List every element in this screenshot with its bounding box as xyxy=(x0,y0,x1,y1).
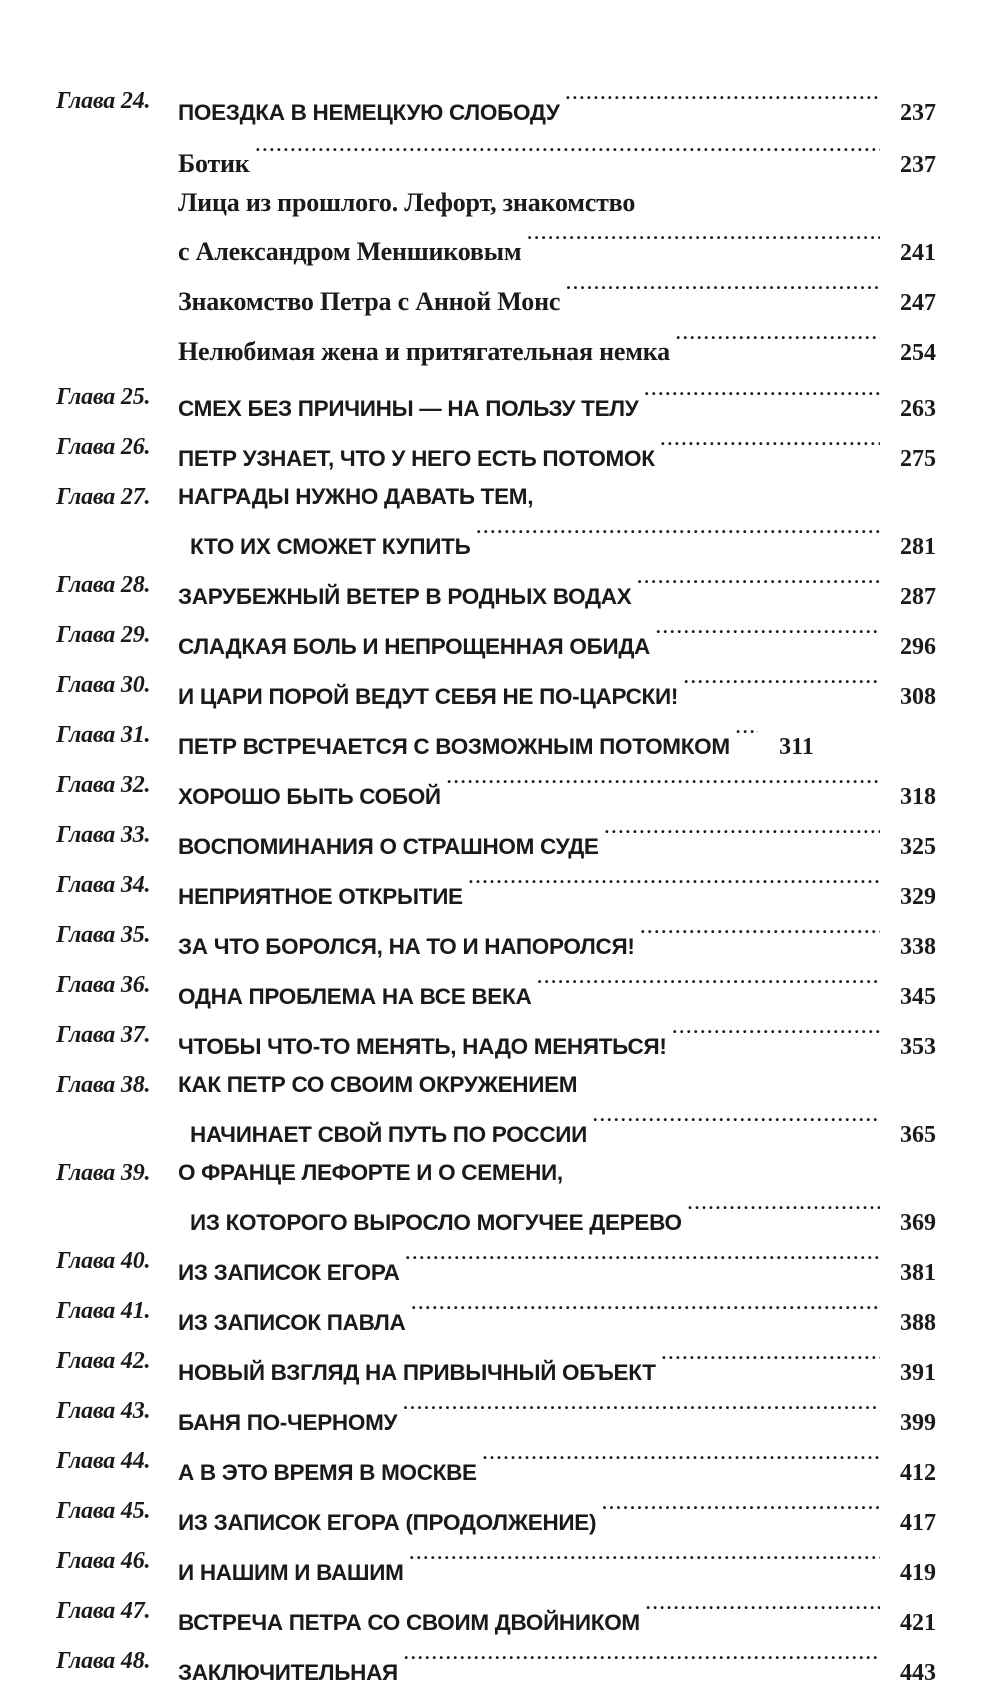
page-number: 345 xyxy=(900,984,936,1010)
section-line xyxy=(178,222,936,272)
chapter-title: ИЗ ЗАПИСОК ЕГОРА xyxy=(178,1260,400,1285)
page-number: 381 xyxy=(900,1260,936,1286)
dot-leader xyxy=(684,666,880,704)
chapter-label: Глава 47. xyxy=(56,1598,151,1624)
page-number: 237 xyxy=(900,152,936,178)
page-number: 329 xyxy=(900,884,936,910)
chapter-label: Глава 30. xyxy=(56,672,151,698)
chapter-line xyxy=(178,428,936,478)
chapter-line xyxy=(178,916,936,966)
dot-leader xyxy=(673,1016,880,1054)
dot-leader xyxy=(637,566,880,604)
chapter-title: ПЕТР УЗНАЕТ, ЧТО У НЕГО ЕСТЬ ПОТОМОК xyxy=(178,446,655,471)
chapter-line xyxy=(178,1292,936,1342)
dot-leader xyxy=(646,1592,880,1630)
dot-leader xyxy=(256,134,880,172)
chapter-title-line1: НАГРАДЫ НУЖНО ДАВАТЬ ТЕМ, xyxy=(178,484,534,509)
toc-entry-46 xyxy=(56,1542,936,1592)
chapter-label: Глава 37. xyxy=(56,1022,151,1048)
dot-leader xyxy=(736,716,758,754)
toc-entry-34 xyxy=(56,866,936,916)
section-line xyxy=(178,322,936,372)
toc-entry-48 xyxy=(56,1642,936,1692)
toc-entry-43 xyxy=(56,1392,936,1442)
page-number: 311 xyxy=(779,734,814,760)
toc-entry-25 xyxy=(56,378,936,428)
toc-entry-29 xyxy=(56,616,936,666)
dot-leader xyxy=(411,1292,880,1330)
chapter-label: Глава 26. xyxy=(56,434,151,460)
chapter-line xyxy=(178,616,936,666)
page-number: 421 xyxy=(900,1610,936,1636)
chapter-title: НЕПРИЯТНОЕ ОТКРЫТИЕ xyxy=(178,884,463,909)
chapter-label: Глава 48. xyxy=(56,1648,151,1674)
section-title: Нелюбимая жена и притягательная немка xyxy=(178,337,670,366)
dot-leader xyxy=(406,1242,880,1280)
chapter-label: Глава 31. xyxy=(56,722,151,748)
chapter-title-line2: ИЗ КОТОРОГО ВЫРОСЛО МОГУЧЕЕ ДЕРЕВО xyxy=(190,1210,682,1235)
chapter-line xyxy=(178,716,936,766)
chapter-line xyxy=(178,566,936,616)
dot-leader xyxy=(676,322,880,360)
chapter-line xyxy=(178,82,936,132)
toc-entry-44 xyxy=(56,1442,936,1492)
page-number: 412 xyxy=(900,1460,936,1486)
chapter-label: Глава 44. xyxy=(56,1448,151,1474)
toc-entry-41 xyxy=(56,1292,936,1342)
page-number: 241 xyxy=(900,240,936,266)
table-of-contents xyxy=(56,82,936,1692)
toc-entry-24 xyxy=(56,82,936,132)
toc-entry-27 xyxy=(56,478,936,566)
toc-entry-39 xyxy=(56,1154,936,1242)
dot-leader xyxy=(644,378,880,416)
chapter-label: Глава 34. xyxy=(56,872,151,898)
chapter-label: Глава 36. xyxy=(56,972,151,998)
toc-entry-38 xyxy=(56,1066,936,1154)
chapter-line xyxy=(178,1442,936,1492)
page-number: 338 xyxy=(900,934,936,960)
chapter-title: ХОРОШО БЫТЬ СОБОЙ xyxy=(178,784,441,809)
page-number: 369 xyxy=(900,1210,936,1236)
chapter-line xyxy=(178,1104,936,1154)
page-number: 275 xyxy=(900,446,936,472)
chapter-label: Глава 42. xyxy=(56,1348,151,1374)
dot-leader xyxy=(537,966,880,1004)
chapter-label: Глава 28. xyxy=(56,572,151,598)
chapter-line xyxy=(178,1592,936,1642)
page-number: 318 xyxy=(900,784,936,810)
toc-entry-31 xyxy=(56,716,936,766)
chapter-line xyxy=(178,1016,936,1066)
toc-entry-32 xyxy=(56,766,936,816)
chapter-title: СМЕХ БЕЗ ПРИЧИНЫ — НА ПОЛЬЗУ ТЕЛУ xyxy=(178,396,639,421)
chapter-line xyxy=(178,1392,936,1442)
chapter-line xyxy=(178,966,936,1016)
chapter-label: Глава 41. xyxy=(56,1298,151,1324)
chapter-title: И ЦАРИ ПОРОЙ ВЕДУТ СЕБЯ НЕ ПО-ЦАРСКИ! xyxy=(178,684,679,709)
chapter-label: Глава 33. xyxy=(56,822,151,848)
page-number: 399 xyxy=(900,1410,936,1436)
page-number: 254 xyxy=(900,340,936,366)
chapter-title-line1: О ФРАНЦЕ ЛЕФОРТЕ И О СЕМЕНИ, xyxy=(178,1160,563,1185)
chapter-line xyxy=(178,478,936,516)
dot-leader xyxy=(403,1392,880,1430)
dot-leader xyxy=(410,1542,880,1580)
chapter-title-line1: КАК ПЕТР СО СВОИМ ОКРУЖЕНИЕМ xyxy=(178,1072,578,1097)
dot-leader xyxy=(662,1342,880,1380)
chapter-title: ОДНА ПРОБЛЕМА НА ВСЕ ВЕКА xyxy=(178,984,532,1009)
chapter-line xyxy=(178,866,936,916)
page-number: 281 xyxy=(900,534,936,560)
page-number: 443 xyxy=(900,1660,936,1686)
toc-entry-33 xyxy=(56,816,936,866)
chapter-title-line2: НАЧИНАЕТ СВОЙ ПУТЬ ПО РОССИИ xyxy=(190,1122,588,1147)
dot-leader xyxy=(527,222,880,260)
chapter-label: Глава 46. xyxy=(56,1548,151,1574)
chapter-line xyxy=(178,816,936,866)
page-number: 247 xyxy=(900,290,936,316)
toc-entry-26 xyxy=(56,428,936,478)
chapter-title: ВОСПОМИНАНИЯ О СТРАШНОМ СУДЕ xyxy=(178,834,599,859)
dot-leader xyxy=(404,1642,880,1680)
dot-leader xyxy=(641,916,880,954)
chapter-line xyxy=(178,666,936,716)
toc-entry-40 xyxy=(56,1242,936,1292)
section-title-line2: с Александром Меншиковым xyxy=(178,237,522,266)
chapter-title: И НАШИМ И ВАШИМ xyxy=(178,1560,404,1585)
chapter-label: Глава 38. xyxy=(56,1072,151,1098)
toc-entry-35 xyxy=(56,916,936,966)
page-number: 325 xyxy=(900,834,936,860)
dot-leader xyxy=(447,766,880,804)
page-number: 388 xyxy=(900,1310,936,1336)
chapter-label: Глава 40. xyxy=(56,1248,151,1274)
chapter-line xyxy=(178,766,936,816)
dot-leader xyxy=(688,1192,880,1230)
chapter-line xyxy=(178,1192,936,1242)
chapter-title: ЗА ЧТО БОРОЛСЯ, НА ТО И НАПОРОЛСЯ! xyxy=(178,934,635,959)
toc-entry-42 xyxy=(56,1342,936,1392)
section-title: Знакомство Петра с Анной Монс xyxy=(178,287,561,316)
chapter-line xyxy=(178,1642,936,1692)
section-title-line1: Лица из прошлого. Лефорт, знакомство xyxy=(178,188,636,217)
chapter-label: Глава 43. xyxy=(56,1398,151,1424)
chapter-line xyxy=(178,516,936,566)
chapter-title: ЗАРУБЕЖНЫЙ ВЕТЕР В РОДНЫХ ВОДАХ xyxy=(178,584,632,609)
dot-leader xyxy=(476,516,880,554)
chapter-line xyxy=(178,1492,936,1542)
page-number: 391 xyxy=(900,1360,936,1386)
dot-leader xyxy=(469,866,880,904)
page-number: 417 xyxy=(900,1510,936,1536)
toc-entry-30 xyxy=(56,666,936,716)
chapter-title: ИЗ ЗАПИСОК ЕГОРА (ПРОДОЛЖЕНИЕ) xyxy=(178,1510,597,1535)
chapter-title: ПОЕЗДКА В НЕМЕЦКУЮ СЛОБОДУ xyxy=(178,100,560,125)
toc-entry-37 xyxy=(56,1016,936,1066)
dot-leader xyxy=(661,428,880,466)
dot-leader xyxy=(605,816,880,854)
page-number: 296 xyxy=(900,634,936,660)
page-number: 237 xyxy=(900,100,936,126)
chapter-label: Глава 35. xyxy=(56,922,151,948)
chapter-label: Глава 39. xyxy=(56,1160,151,1186)
chapter-title: ЧТОБЫ ЧТО-ТО МЕНЯТЬ, НАДО МЕНЯТЬСЯ! xyxy=(178,1034,667,1059)
chapter-label: Глава 27. xyxy=(56,484,151,510)
chapter-label: Глава 45. xyxy=(56,1498,151,1524)
section-line xyxy=(178,272,936,322)
dot-leader xyxy=(483,1442,880,1480)
dot-leader xyxy=(593,1104,880,1142)
dot-leader xyxy=(602,1492,880,1530)
page-number: 308 xyxy=(900,684,936,710)
chapter-label: Глава 24. xyxy=(56,88,151,114)
chapter-line xyxy=(178,378,936,428)
page-number: 419 xyxy=(900,1560,936,1586)
dot-leader xyxy=(656,616,880,654)
toc-entry-47 xyxy=(56,1592,936,1642)
dot-leader xyxy=(566,82,880,120)
page-number: 365 xyxy=(900,1122,936,1148)
chapter-line xyxy=(178,1242,936,1292)
chapter-title: НОВЫЙ ВЗГЛЯД НА ПРИВЫЧНЫЙ ОБЪЕКТ xyxy=(178,1360,656,1385)
chapter-line xyxy=(178,1066,936,1104)
chapter-title: ЗАКЛЮЧИТЕЛЬНАЯ xyxy=(178,1660,398,1685)
chapter-line xyxy=(178,1542,936,1592)
toc-entry-28 xyxy=(56,566,936,616)
chapter-title: ПЕТР ВСТРЕЧАЕТСЯ С ВОЗМОЖНЫМ ПОТОМКОМ xyxy=(178,734,730,759)
toc-entry-45 xyxy=(56,1492,936,1542)
section-title: Ботик xyxy=(178,149,250,178)
toc-entry-36 xyxy=(56,966,936,1016)
page-number: 353 xyxy=(900,1034,936,1060)
chapter-line xyxy=(178,1154,936,1192)
chapter-label: Глава 25. xyxy=(56,384,151,410)
chapter-label: Глава 32. xyxy=(56,772,151,798)
section-line xyxy=(178,184,936,222)
chapter-24-sections xyxy=(56,134,936,372)
chapter-title: А В ЭТО ВРЕМЯ В МОСКВЕ xyxy=(178,1460,477,1485)
chapter-title: СЛАДКАЯ БОЛЬ И НЕПРОЩЕННАЯ ОБИДА xyxy=(178,634,651,659)
chapter-title: БАНЯ ПО-ЧЕРНОМУ xyxy=(178,1410,398,1435)
chapter-line xyxy=(178,1342,936,1392)
chapter-title: ВСТРЕЧА ПЕТРА СО СВОИМ ДВОЙНИКОМ xyxy=(178,1610,640,1635)
section-line xyxy=(178,134,936,184)
page-number: 287 xyxy=(900,584,936,610)
dot-leader xyxy=(566,272,880,310)
chapter-title: ИЗ ЗАПИСОК ПАВЛА xyxy=(178,1310,406,1335)
chapter-label: Глава 29. xyxy=(56,622,151,648)
page-number: 263 xyxy=(900,396,936,422)
chapter-title-line2: КТО ИХ СМОЖЕТ КУПИТЬ xyxy=(190,534,471,559)
